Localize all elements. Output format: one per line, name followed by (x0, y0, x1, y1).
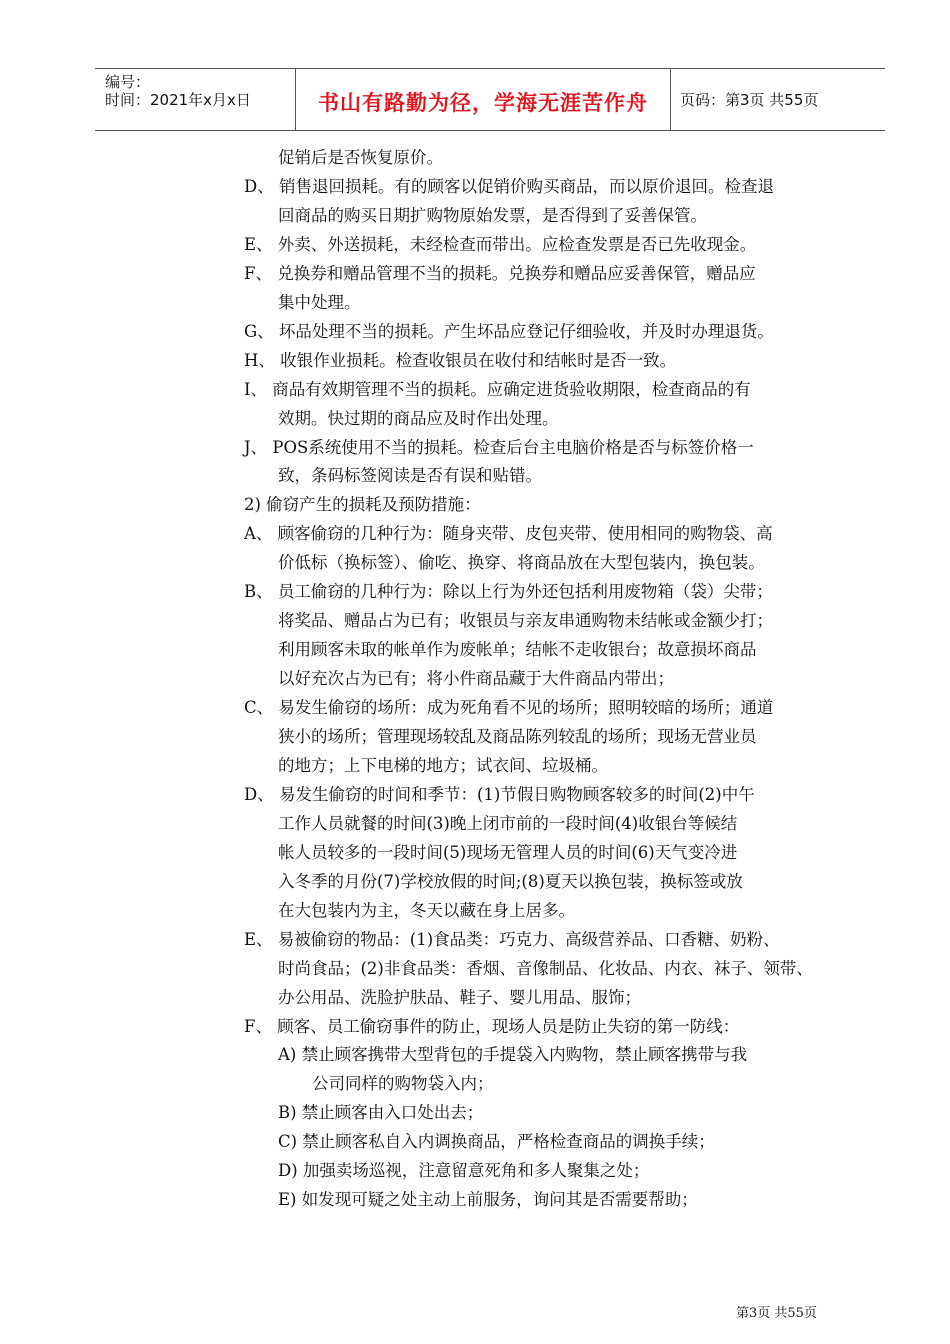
page-footer: 第3页 共55页 (736, 1306, 817, 1321)
text-line: H、 收银作业损耗。检查收银员在收付和结帐时是否一致。 (244, 350, 677, 370)
text-line: 时尚食品；(2)非食品类：香烟、音像制品、化妆品、内衣、袜子、领带、 (278, 958, 813, 978)
header-meta (95, 69, 295, 130)
text-line: 以好充次占为已有；将小件商品藏于大件商品内带出； (278, 669, 674, 689)
text-line: D、 销售退回损耗。有的顾客以促销价购买商品，而以原价退回。检查退 (244, 176, 774, 196)
text-line: E、 外卖、外送损耗，未经检查而带出。应检查发票是否已先收现金。 (244, 234, 757, 254)
header-motto: 书山有路勤为径，学海无涯苦作舟 (318, 91, 648, 115)
text-line: B) 禁止顾客由入口处出去； (278, 1103, 484, 1123)
header-page-cell (670, 69, 885, 130)
text-line: A) 禁止顾客携带大型背包的手提袋入内购物，禁止顾客携带与我 (278, 1045, 748, 1065)
text-line: 的地方；上下电梯的地方；试衣间、垃圾桶。 (278, 755, 608, 775)
text-line: C) 禁止顾客私自入内调换商品，严格检查商品的调换手续； (278, 1132, 715, 1152)
doc-time-label: 时间：2021年x月x日 (105, 91, 251, 109)
text-line: D) 加强卖场巡视，注意留意死角和多人聚集之处； (278, 1161, 650, 1181)
text-line: 集中处理。 (278, 292, 361, 312)
text-line: E) 如发现可疑之处主动上前服务，询问其是否需要帮助； (278, 1190, 698, 1210)
text-line: F、 兑换券和赠品管理不当的损耗。兑换券和赠品应妥善保管，赠品应 (244, 263, 756, 283)
text-line: 促销后是否恢复原价。 (278, 148, 443, 167)
text-line: 将奖品、赠品占为已有；收银员与亲友串通购物未结帐或金额少打； (278, 611, 773, 631)
text-line: G、 坏品处理不当的损耗。产生坏品应登记仔细验收，并及时办理退货。 (244, 321, 774, 341)
text-line: E、 易被偷窃的物品：(1)食品类：巧克力、高级营养品、口香糖、奶粉、 (244, 929, 780, 949)
text-line: I、 商品有效期管理不当的损耗。应确定进货验收期限，检查商品的有 (244, 379, 751, 399)
header-motto-cell (295, 69, 671, 130)
text-line: 价低标（换标签）、偷吃、换穿、将商品放在大型包装内，换包装。 (278, 553, 765, 573)
text-line: C、 易发生偷窃的场所：成为死角看不见的场所；照明较暗的场所；通道 (244, 698, 774, 718)
doc-number-label: 编号： (105, 73, 151, 91)
text-line: 效期。快过期的商品应及时作出处理。 (278, 408, 559, 428)
text-line: 在大包装内为主，冬天以藏在身上居多。 (278, 900, 575, 920)
text-line: 利用顾客未取的帐单作为废帐单；结帐不走收银台；故意损坏商品 (278, 640, 757, 660)
page-header (95, 68, 885, 131)
header-page-label: 页码：第3页 共55页 (680, 91, 819, 109)
text-line: 工作人员就餐的时间(3)晚上闭市前的一段时间(4)收银台等候结 (278, 813, 738, 833)
text-line: 狭小的场所；管理现场较乱及商品陈列较乱的场所；现场无营业员 (278, 727, 757, 746)
text-line: 入冬季的月份(7)学校放假的时间;(8)夏天以换包装，换标签或放 (278, 871, 743, 891)
text-line: 公司同样的购物袋入内； (312, 1074, 494, 1094)
text-line: 回商品的购买日期扩购物原始发票，是否得到了妥善保管。 (278, 205, 707, 225)
text-line: A、 顾客偷窃的几种行为：随身夹带、皮包夹带、使用相同的购物袋、高 (244, 524, 773, 544)
text-line: F、 顾客、员工偷窃事件的防止，现场人员是防止失窃的第一防线： (244, 1016, 740, 1036)
text-line: 2) 偷窃产生的损耗及预防措施： (244, 495, 481, 515)
text-line: 致，条码标签阅读是否有误和贴错。 (278, 466, 542, 486)
text-line: J、 POS系统使用不当的损耗。检查后台主电脑价格是否与标签价格一 (244, 437, 754, 457)
text-line: 办公用品、洗脸护肤品、鞋子、婴儿用品、服饰； (278, 987, 641, 1007)
text-line: B、 员工偷窃的几种行为：除以上行为外还包括利用废物箱（袋）尖带； (244, 582, 773, 602)
text-line: 帐人员较多的一段时间(5)现场无管理人员的时间(6)天气变冷进 (278, 842, 738, 862)
text-line: D、 易发生偷窃的时间和季节：(1)节假日购物顾客较多的时间(2)中午 (244, 784, 755, 804)
